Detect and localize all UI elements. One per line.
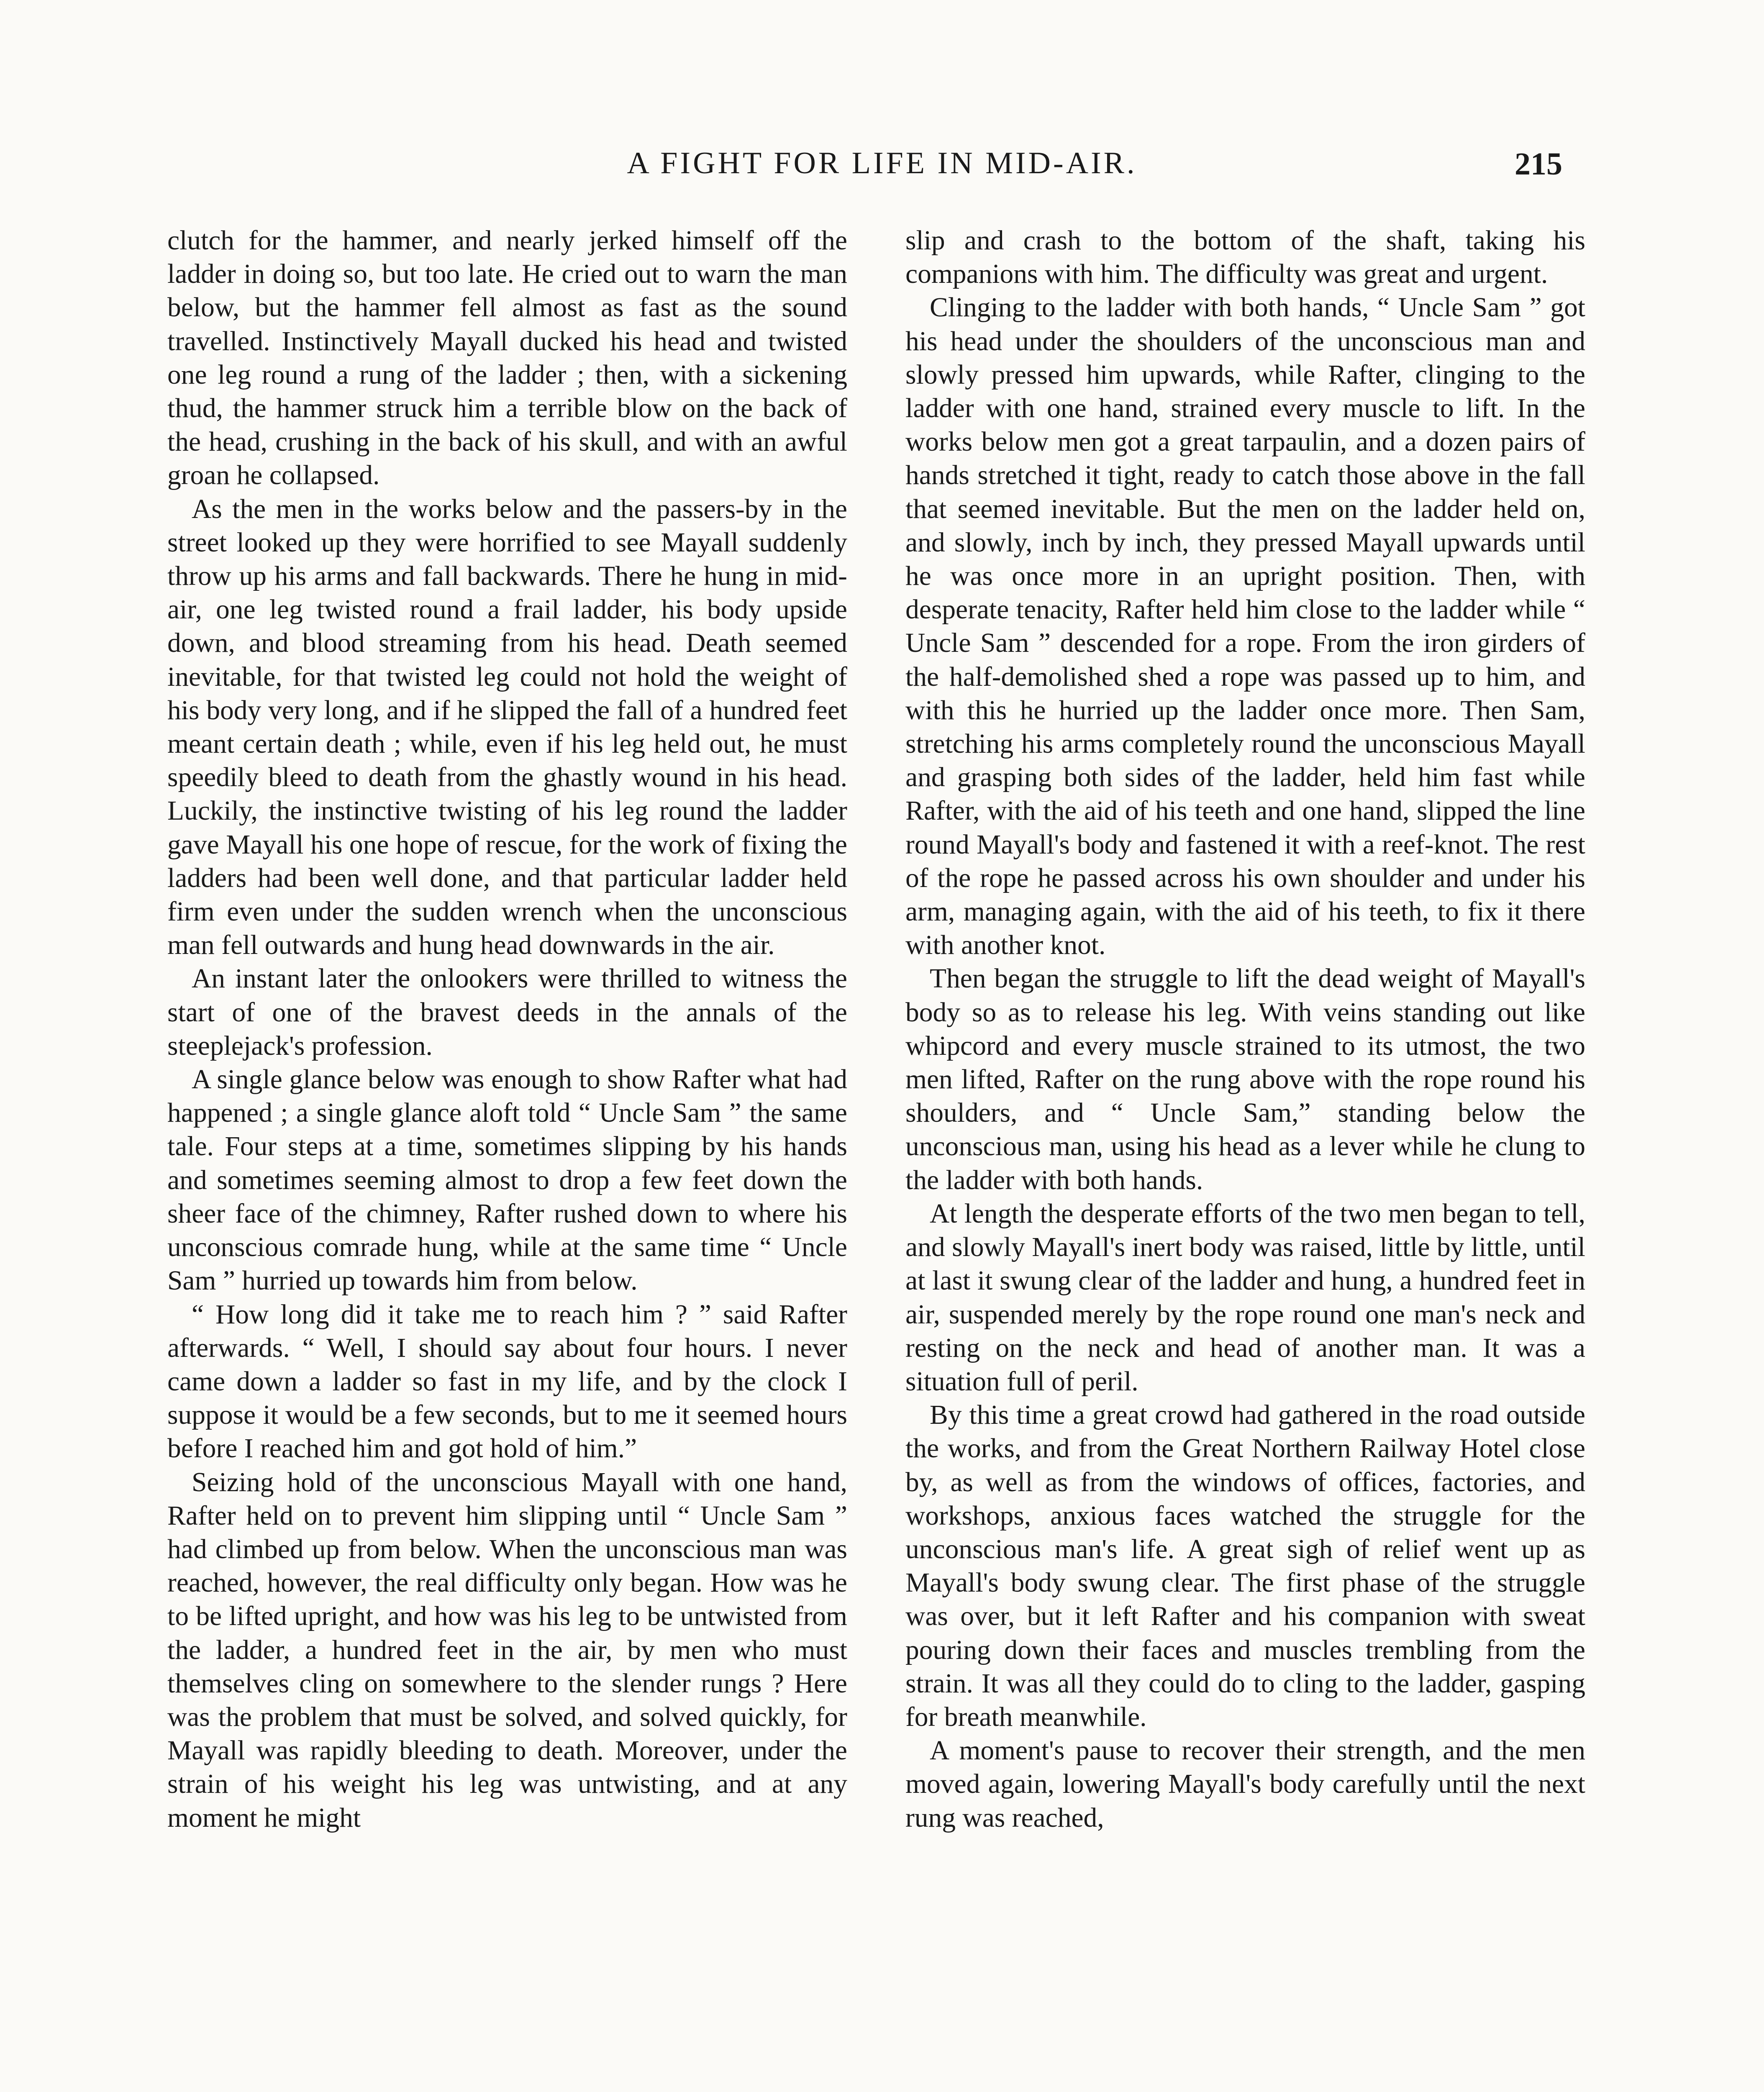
paragraph: As the men in the works below and the passers-by in the street looked up they were horrified to see Mayall suddenly throw up his arms and fall backwards. There he hung in mid-air, one leg twisted round a frail ladder, his body upside down, and blood streaming from his head. Death seemed inevitable, for that twisted leg could not hold the weight of his body very long, and if he slipped the fall of a hundred feet meant certain death ; while, even if his leg held out, he must speedily bleed to death from the ghastly wound in his head. Luckily, the instinctive twisting of his leg round the ladder gave Mayall his one hope of rescue, for the work of fixing the ladders had been well done, and that particular ladder held firm even under the sudden wrench when the unconscious man fell outwards and hung head downwards in the air. xyxy=(167,494,847,961)
paragraph: A single glance below was enough to show Rafter what had happened ; a single glance aloft told “ Uncle Sam ” the same tale. Four steps at a time, sometimes slipping by his hands and sometimes seeming almost to drop a few feet down the sheer face of the chimney, Rafter rushed down to where his unconscious comrade hung, while at the same time “ Uncle Sam ” hurried up towards him from below. xyxy=(167,1064,847,1296)
paragraph: An instant later the onlookers were thrilled to witness the start of one of the bravest deeds in the annals of the steeplejack's profession. xyxy=(167,964,847,1061)
left-column xyxy=(167,224,847,1835)
page-number: 215 xyxy=(1515,146,1562,182)
paragraph: slip and crash to the bottom of the shaft, taking his companions with him. The difficulty was great and urgent. xyxy=(905,226,1585,290)
paragraph: Seizing hold of the unconscious Mayall with one hand, Rafter held on to prevent him slipping until “ Uncle Sam ” had climbed up from below. When the unconscious man was reached, however, the real difficulty only began. How was he to be lifted upright, and how was his leg to be untwisted from the ladder, a hundred feet in the air, by men who must themselves cling on somewhere to the slender rungs ? Here was the problem that must be solved, and solved quickly, for Mayall was rapidly bleeding to death. Moreover, under the strain of his weight his leg was untwisting, and at any moment he might xyxy=(167,1467,847,1833)
paragraph: Then began the struggle to lift the dead weight of Mayall's body so as to release his leg. With veins standing out like whipcord and every muscle strained to its utmost, the two men lifted, Rafter on the rung above with the rope round his shoulders, and “ Uncle Sam,” standing below the unconscious man, using his head as a lever while he clung to the ladder with both hands. xyxy=(905,964,1585,1195)
right-column xyxy=(905,224,1585,1835)
paragraph: “ How long did it take me to reach him ? ” said Rafter afterwards. “ Well, I should say about four hours. I never came down a ladder so fast in my life, and by the clock I suppose it would be a few seconds, but to me it seemed hours before I reached him and got hold of him.” xyxy=(167,1299,847,1464)
running-title: A FIGHT FOR LIFE IN MID-AIR. xyxy=(627,146,1137,180)
paragraph: Clinging to the ladder with both hands, “ Uncle Sam ” got his head under the shoulders of the unconscious man and slowly pressed him upwards, while Rafter, clinging to the ladder with one hand, strained every muscle to lift. In the works below men got a great tarpaulin, and a dozen pairs of hands stretched it tight, ready to catch those above in the fall that seemed inevitable. But the men on the ladder held on, and slowly, inch by inch, they pressed Mayall upwards until he was once more in an upright position. Then, with desperate tenacity, Rafter held him close to the ladder while “ Uncle Sam ” descended for a rope. From the iron girders of the half-demolished shed a rope was passed up to him, and with this he hurried up the ladder once more. Then Sam, stretching his arms completely round the unconscious Mayall and grasping both sides of the ladder, held him fast while Rafter, with the aid of his teeth and one hand, slipped the line round Mayall's body and fastened it with a reef-knot. The rest of the rope he passed across his own shoulder and under his arm, managing again, with the aid of his teeth, to fix it there with another knot. xyxy=(905,292,1585,961)
page-header xyxy=(0,142,1764,192)
paragraph: By this time a great crowd had gathered in the road outside the works, and from the Great Northern Railway Hotel close by, as well as from the windows of offices, factories, and workshops, anxious faces watched the struggle for the unconscious man's life. A great sigh of relief went up as Mayall's body swung clear. The first phase of the struggle was over, but it left Rafter and his companion with sweat pouring down their faces and muscles trembling from the strain. It was all they could do to cling to the ladder, gasping for breath meanwhile. xyxy=(905,1400,1585,1732)
paragraph: A moment's pause to recover their strength, and the men moved again, lowering Mayall's body carefully until the next rung was reached, xyxy=(905,1736,1585,1833)
paragraph: At length the desperate efforts of the two men began to tell, and slowly Mayall's inert body was raised, little by little, until at last it swung clear of the ladder and hung, a hundred feet in air, suspended merely by the rope round one man's neck and resting on the neck and head of another man. It was a situation full of peril. xyxy=(905,1198,1585,1397)
paragraph: clutch for the hammer, and nearly jerked himself off the ladder in doing so, but too late. He cried out to warn the man below, but the hammer fell almost as fast as the sound travelled. Instinctively Mayall ducked his head and twisted one leg round a rung of the ladder ; then, with a sickening thud, the hammer struck him a terrible blow on the back of the head, crushing in the back of his skull, and with an awful groan he collapsed. xyxy=(167,226,847,491)
